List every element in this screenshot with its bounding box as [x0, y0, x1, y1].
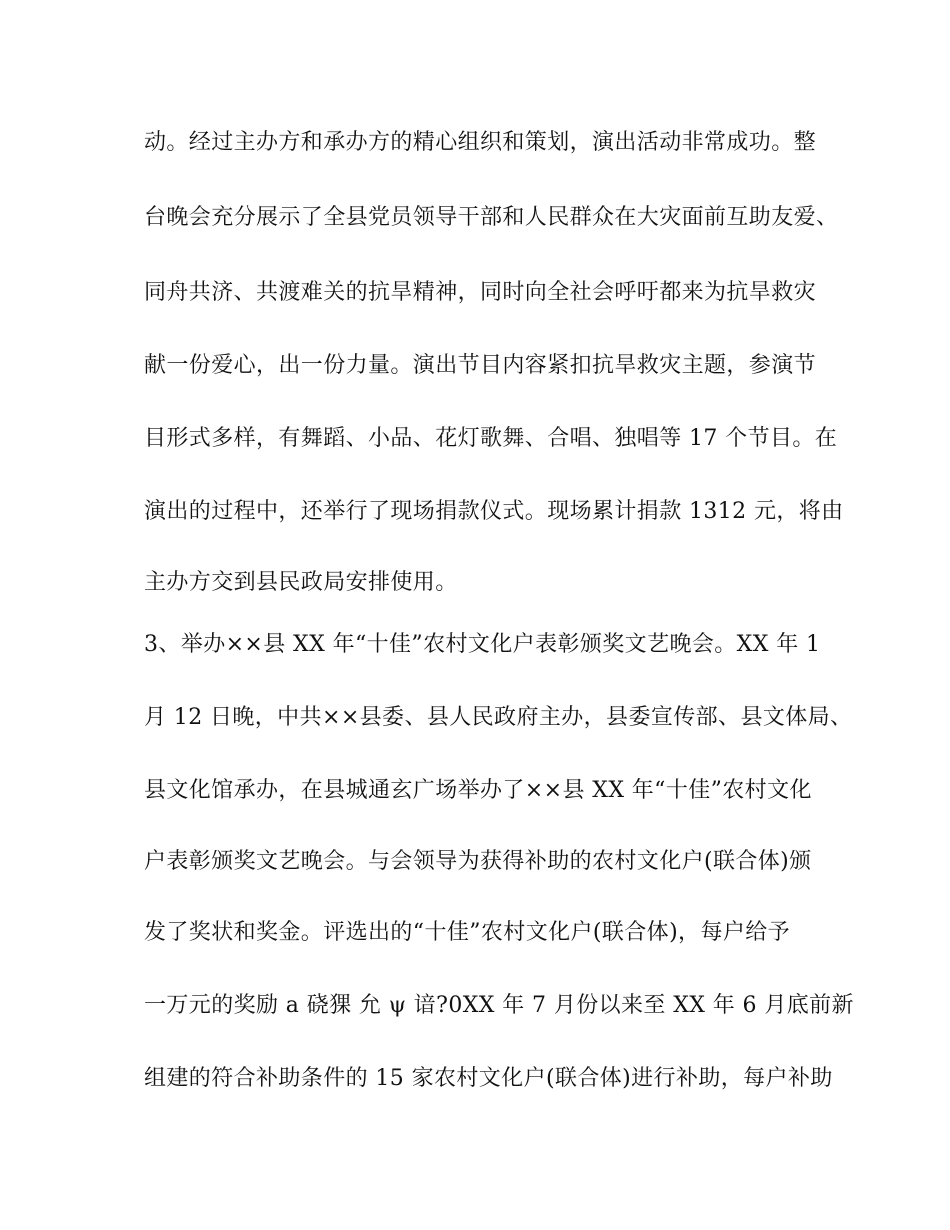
- text-line: 目形式多样，有舞蹈、小品、花灯歌舞、合唱、独唱等 17 个节目。在: [144, 426, 838, 451]
- text-line: 一万元的奖励 a 硗猓 允 ψ 谙?0XX 年 7 月份以来至 XX 年 6 月底前新: [144, 993, 854, 1018]
- text-line: 主办方交到县民政局安排使用。: [144, 570, 458, 595]
- text-line: 台晚会充分展示了全县党员领导干部和人民群众在大灾面前互助友爱、: [144, 205, 839, 230]
- section-heading-line: 3、举办××县 XX 年“十佳”农村文化户表彰颁奖文艺晚会。XX 年 1: [144, 632, 821, 657]
- text-line: 组建的符合补助条件的 15 家农村文化户(联合体)进行补助，每户补助: [144, 1066, 833, 1091]
- text-line: 月 12 日晚，中共××县委、县人民政府主办，县委宣传部、县文体局、: [144, 705, 853, 730]
- text-line: 献一份爱心，出一份力量。演出节目内容紧扣抗旱救灾主题，参演节: [144, 353, 817, 378]
- text-line: 演出的过程中，还举行了现场捐款仪式。现场累计捐款 1312 元，将由: [144, 499, 844, 524]
- text-line: 县文化馆承办，在县城通玄广场举办了××县 XX 年“十佳”农村文化: [144, 778, 812, 803]
- text-line: 动。经过主办方和承办方的精心组织和策划，演出活动非常成功。整: [144, 130, 817, 155]
- text-line: 同舟共济、共渡难关的抗旱精神，同时向全社会呼吁都来为抗旱救灾: [144, 280, 817, 305]
- text-line: 户表彰颁奖文艺晚会。与会领导为获得补助的农村文化户(联合体)颁: [144, 849, 812, 874]
- text-line: 发了奖状和奖金。评选出的“十佳”农村文化户(联合体)，每户给予: [144, 920, 791, 945]
